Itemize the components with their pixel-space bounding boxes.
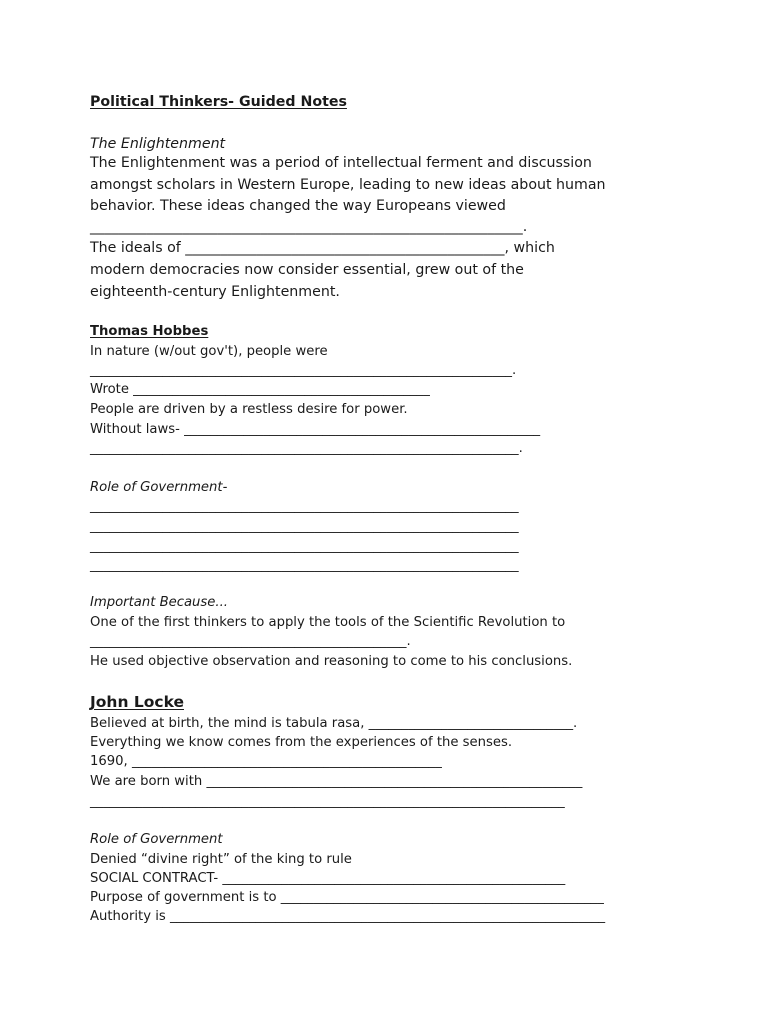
enlightenment-text-line: behavior. These ideas changed the way Europeans viewed [90,198,506,214]
hobbes-important-heading: Important Because... [90,595,228,610]
hobbes-text-line: People are driven by a restless desire for power. [90,402,408,417]
locke-text-line: Believed at birth, the mind is tabula rasa, _______________________________. [90,716,578,731]
hobbes-role-blank-line: _________________________________________________________________ [90,558,519,573]
hobbes-role-blank-line: _________________________________________________________________ [90,499,519,514]
enlightenment-blank-line: _____________________________________________________________. [90,219,528,235]
locke-role-line: Denied “divine right” of the king to rule [90,852,352,867]
hobbes-important-line: He used objective observation and reasoning to come to his conclusions. [90,654,573,669]
locke-heading: John Locke [90,693,184,711]
hobbes-role-blank-line: _________________________________________________________________ [90,519,519,534]
enlightenment-text-line: The Enlightenment was a period of intellectual ferment and discussion [90,155,592,171]
hobbes-important-blank-line: ________________________________________________. [90,634,411,649]
locke-role-line: Authority is __________________________________________________________________ [90,909,606,924]
hobbes-text-line: Wrote _____________________________________________ [90,382,430,397]
enlightenment-text-line: amongst scholars in Western Europe, leading to new ideas about human [90,177,606,193]
page-title: Political Thinkers- Guided Notes [90,94,347,110]
locke-role-line: Purpose of government is to _________________________________________________ [90,890,604,905]
enlightenment-text-line: eighteenth-century Enlightenment. [90,284,340,300]
hobbes-blank-line: _________________________________________________________________. [90,441,523,456]
locke-text-line: We are born with _________________________________________________________ [90,774,583,789]
hobbes-text-line: Without laws- ______________________________________________________ [90,422,541,437]
hobbes-role-blank-line: _________________________________________________________________ [90,539,519,554]
hobbes-important-line: One of the first thinkers to apply the tools of the Scientific Revolution to [90,615,566,630]
enlightenment-heading: The Enlightenment [90,136,226,152]
locke-role-heading: Role of Government [90,832,223,847]
locke-text-line: Everything we know comes from the experiences of the senses. [90,735,513,750]
locke-text-line: 1690, _______________________________________________ [90,754,442,769]
hobbes-text-line: In nature (w/out gov't), people were [90,344,328,359]
hobbes-heading: Thomas Hobbes [90,324,209,339]
hobbes-blank-line: ________________________________________________________________. [90,363,517,378]
locke-blank-line: ________________________________________________________________________ [90,794,565,809]
enlightenment-text-line: The ideals of _____________________________________________, which [90,240,555,256]
enlightenment-text-line: modern democracies now consider essential, grew out of the [90,262,524,278]
locke-role-line: SOCIAL CONTRACT- ____________________________________________________ [90,871,566,886]
hobbes-role-heading: Role of Government- [90,480,228,495]
